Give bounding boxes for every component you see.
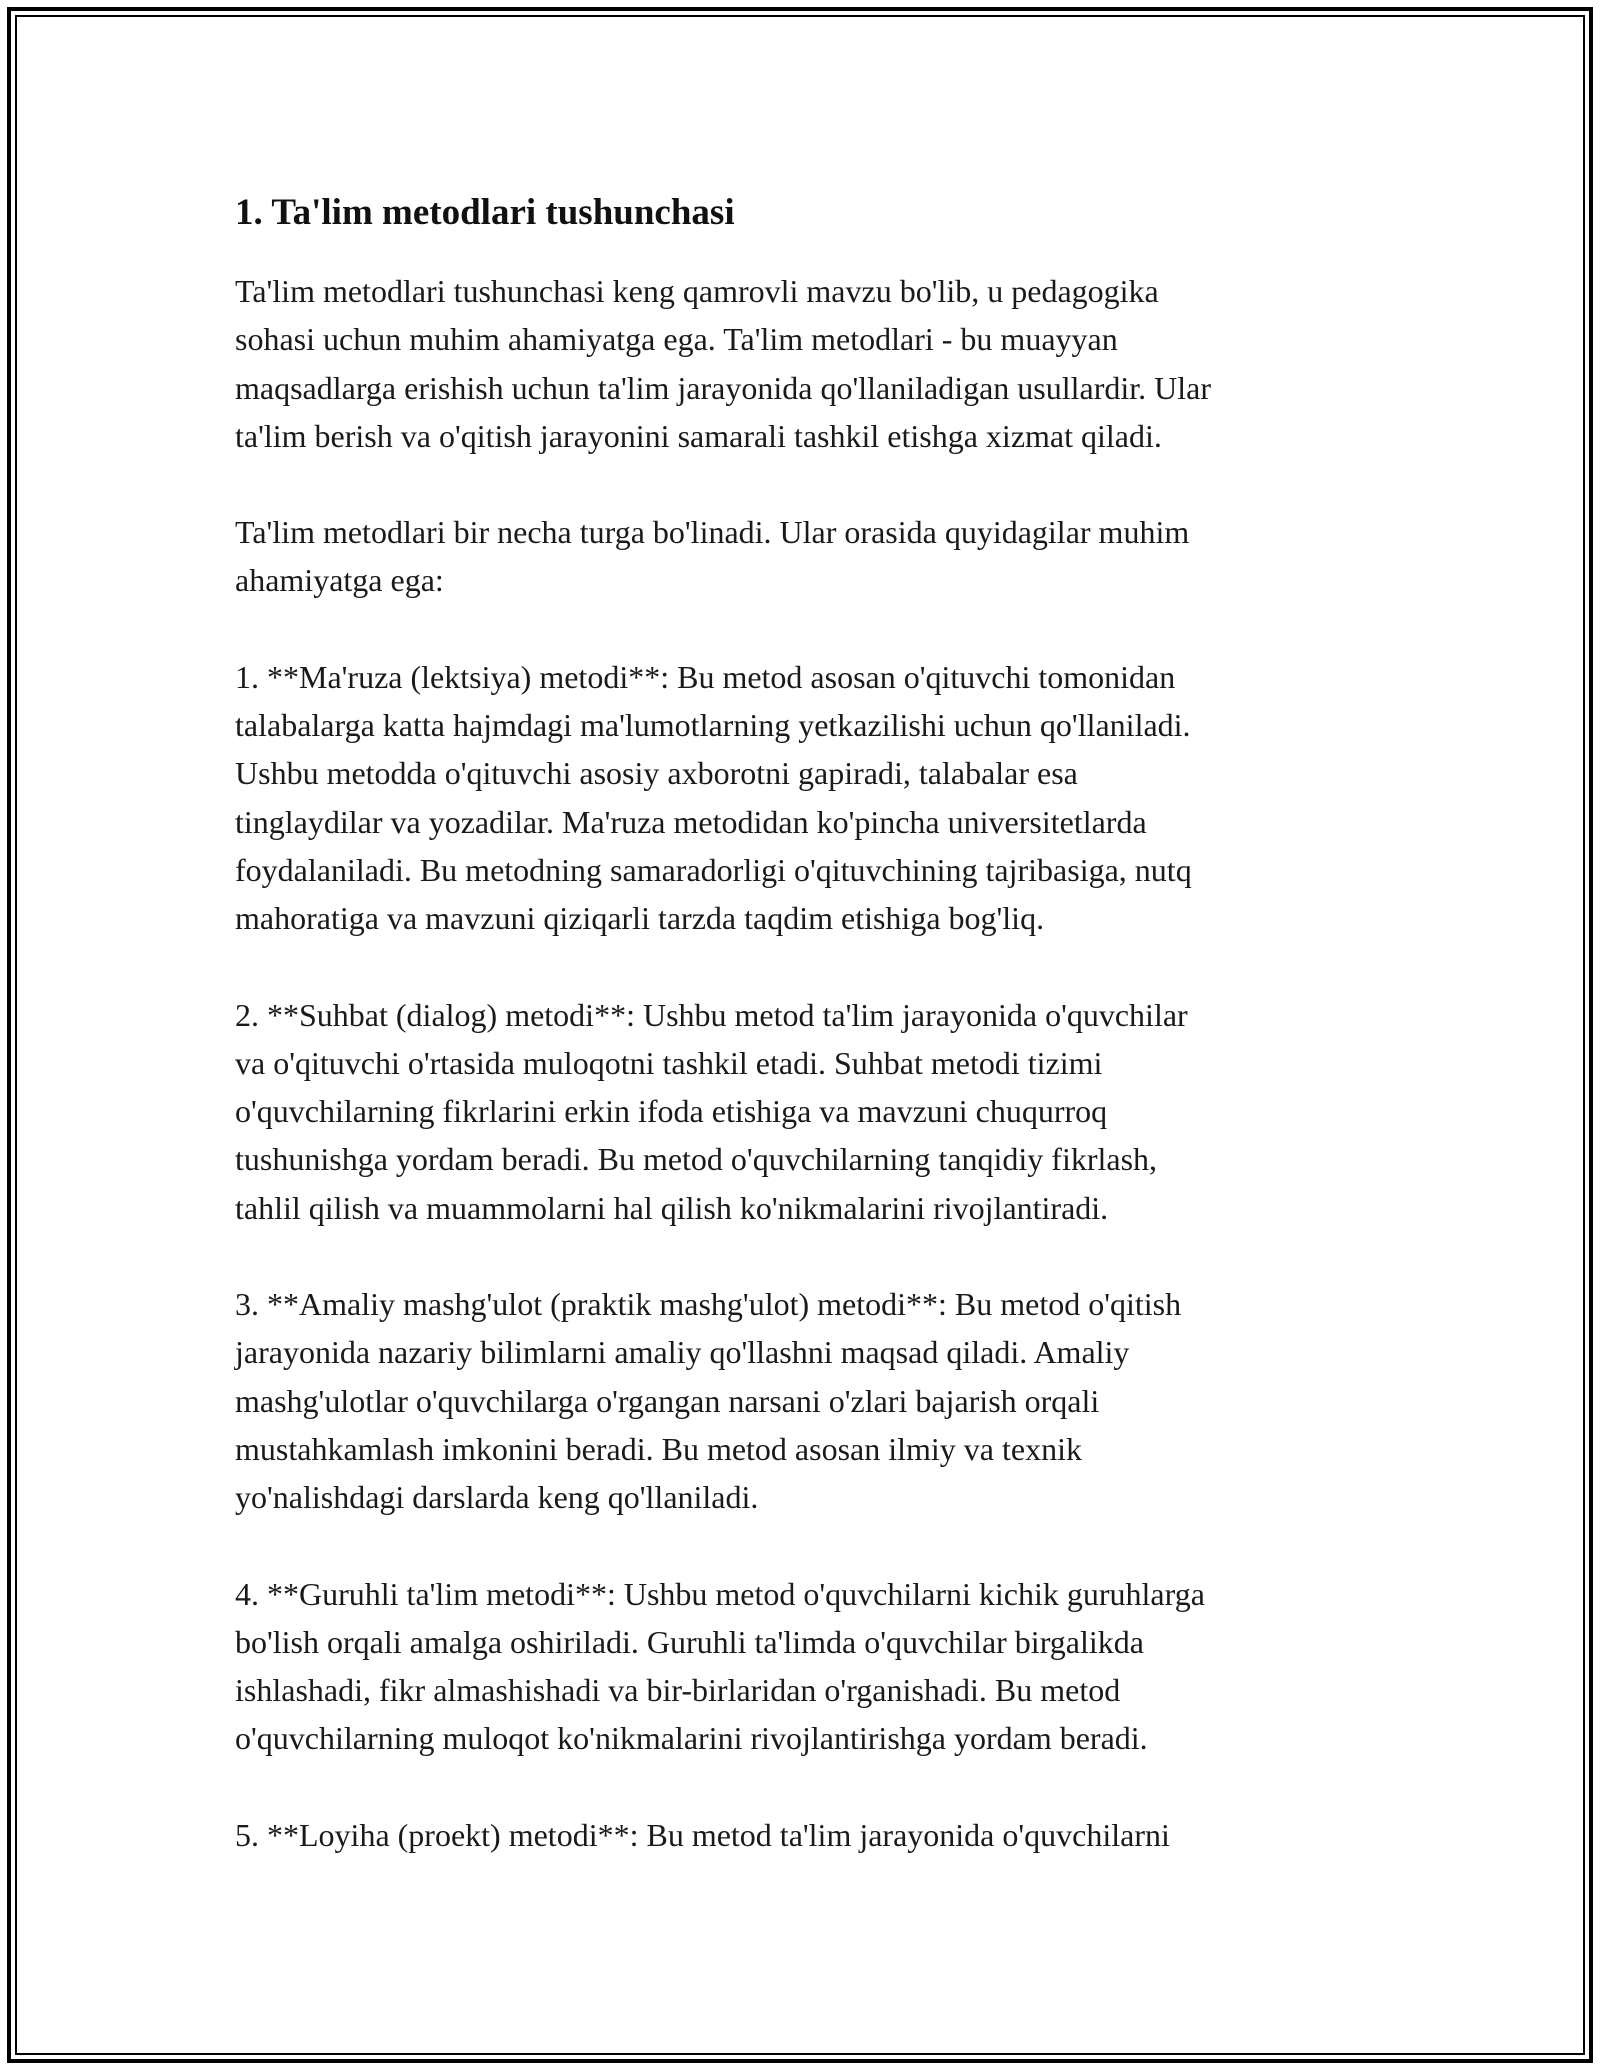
paragraph-method-group: 4. **Guruhli ta'lim metodi**: Ushbu metod o'quvchilarni kichik guruhlarga bo'lish orqali amalga oshiriladi. Guruhli ta'limda o'quvchilar birgalikda ishlashadi, fikr almashishadi va bir-birlaridan o'rganishadi. Bu metod o'quvchilarning muloqot ko'nikmalarini rivojlantirishga yordam beradi. xyxy=(235,1575,1205,1757)
paragraph-intro: Ta'lim metodlari tushunchasi keng qamrovli mavzu bo'lib, u pedagogika sohasi uchun muhim ahamiyatga ega. Ta'lim metodlari - bu muayyan maqsadlarga erishish uchun ta'lim jarayonida qo'llaniladigan usullardir. Ular ta'lim berish va o'qitish jarayonini samarali tashkil etishga xizmat qiladi. xyxy=(235,273,1212,454)
document-body xyxy=(235,183,1365,1907)
paragraph-method-project: 5. **Loyiha (proekt) metodi**: Bu metod ta'lim jarayonida o'quvchilarni xyxy=(235,1816,1170,1853)
paragraph-method-dialog: 2. **Suhbat (dialog) metodi**: Ushbu metod ta'lim jarayonida o'quvchilar va o'qituvchi o'rtasida muloqotni tashkil etadi. Suhbat metodi tizimi o'quvchilarning fikrlarini erkin ifoda etishiga va mavzuni chuqurroq tushunishga yordam beradi. Bu metod o'quvchilarning tanqidiy fikrlash, tahlil qilish va muammolarni hal qilish ko'nikmalarini rivojlantiradi. xyxy=(235,996,1188,1226)
paragraph-method-practical: 3. **Amaliy mashg'ulot (praktik mashg'ulot) metodi**: Bu metod o'qitish jarayonida nazariy bilimlarni amaliy qo'llashni maqsad qiladi. Amaliy mashg'ulotlar o'quvchilarga o'rgangan narsani o'zlari bajarish orqali mustahkamlash imkonini beradi. Bu metod asosan ilmiy va texnik yo'nalishdagi darslarda keng qo'llaniladi. xyxy=(235,1286,1182,1516)
paragraph-method-lecture: 1. **Ma'ruza (lektsiya) metodi**: Bu metod asosan o'qituvchi tomonidan talabalarga katta hajmdagi ma'lumotlarning yetkazilishi uchun qo'llaniladi. Ushbu metodda o'qituvchi asosiy axborotni gapiradi, talabalar esa tinglaydilar va yozadilar. Ma'ruza metodidan ko'pincha universitetlarda foydalaniladi. Bu metodning samaradorligi o'qituvchining tajribasiga, nutq mahoratiga va mavzuni qiziqarli tarzda taqdim etishiga bog'liq. xyxy=(235,658,1192,937)
paragraph-types: Ta'lim metodlari bir necha turga bo'linadi. Ular orasida quyidagilar muhim ahamiyatga ega: xyxy=(235,514,1190,599)
section-heading: 1. Ta'lim metodlari tushunchasi xyxy=(235,192,735,233)
